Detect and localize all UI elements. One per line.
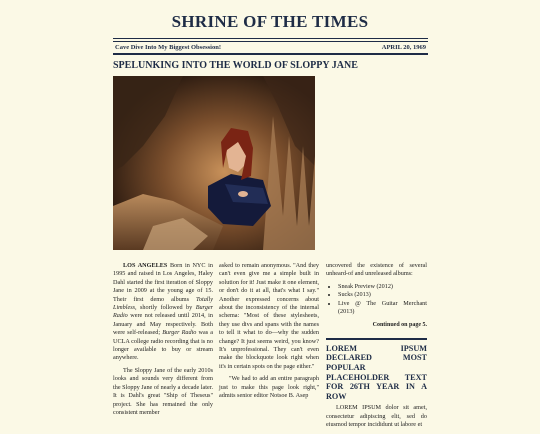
masthead-title: SHRINE OF THE TIMES [171,12,369,31]
dateline-date: APRIL 20, 1969 [381,44,426,51]
sidebar-rule [326,338,427,340]
dateline [113,43,428,52]
list-item: • Sucks (2013) [338,291,427,299]
article-headline: SPELUNKING INTO THE WORLD OF SLOPPY JANE [113,60,358,71]
sidebar-headline: LOREM IPSUM DECLARED MOST POPULAR PLACEHOLDER TEXT FOR 26TH YEAR IN A ROW [326,343,427,401]
article-text: were not released until 2014, in January and May respectively. Both were self-released; [113,312,213,337]
article-text: was a UCLA college radio recording that is no longer available to buy or stream anywhere. [113,329,213,362]
article-column-1 [113,262,213,421]
list-item: • Sneak Preview (2012) [338,283,427,291]
masthead-rule [113,38,428,39]
article-text: Born in NYC in 1995 and raised in Los Angeles, Haley Dahl started the first iteration of Sloppy Jane in 2009 at the young age of 15. Their first demo albums [113,262,213,303]
article-paragraph: uncovered the existence of several unheard-of and unreleased albums: [326,262,427,278]
cave-photo-image [113,76,315,250]
album-title: Burger Radio [113,304,213,320]
dateline-rule [113,53,428,55]
masthead-rule [113,41,428,42]
list-item: • Live @ The Guitar Merchant (2013) [338,300,427,317]
article-paragraph: The Sloppy Jane of the early 2010s looks and sounds very different from the Sloppy Jane of nearly a decade later. It is Dahl's great "Ship of Theseus" project. She has remained the only consistent member [113,366,213,416]
dateline-city: LOS ANGELES [123,262,168,269]
album-list [326,283,427,317]
article-column-3 [326,262,427,434]
sidebar-body [326,404,427,429]
article-paragraph: "We had to add an entire paragraph just to make this page look right," admits senior editor Notsoe B. Asep [219,375,319,400]
dateline-tagline: Cave Dive Into My Biggest Obsession! [115,44,221,51]
album-title: Burger Radio [162,329,197,337]
article-column-2 [219,262,319,405]
article-paragraph: asked to remain anonymous. "And they can't even give me a simple built in solution for it! Just make it one element, or don't do it at all, that's what I say." Another expressed concerns about about the inconsistency of the internal schema: "Most of these stylesheets, they use divs and spans with the names to tell it what to do—why the sudden change? It just seems weird, you know? It's unprofessional. They can't even make the blockquote look right when it's in certain spots on the page either." [219,262,320,370]
article-paragraph: LOREM IPSUM dolor sit amet, consectetur adipiscing elit, sed do eiusmod tempor incididunt ut labore et [326,404,427,429]
article-text: , shortly followed by [135,304,196,312]
album-title: Totally Limbless [113,295,213,312]
continued-link[interactable]: Continued on page 5. [372,322,427,329]
